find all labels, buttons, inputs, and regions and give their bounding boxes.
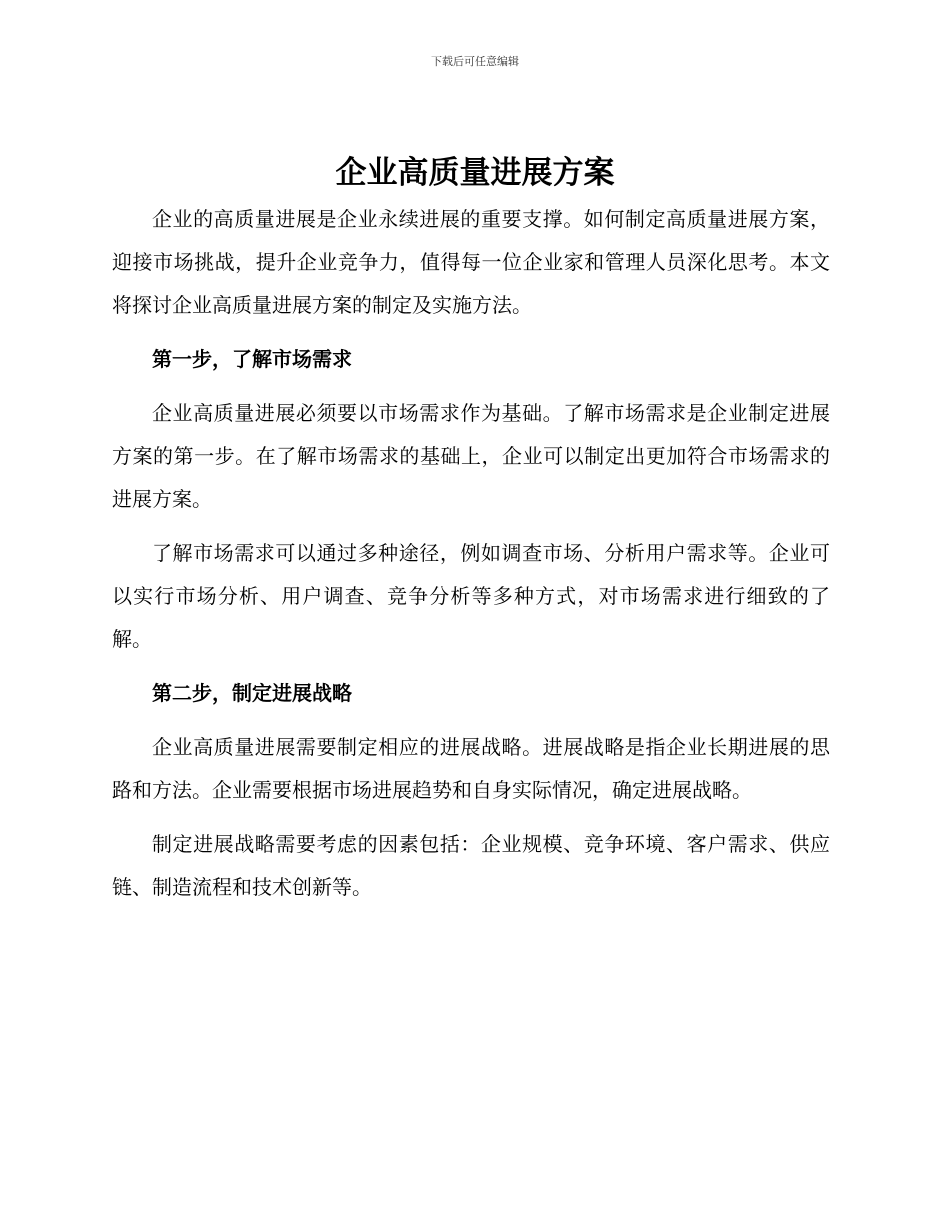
header-note: 下载后可任意编辑 — [431, 55, 519, 68]
document-title: 企业高质量进展方案 — [335, 155, 615, 191]
section-heading: 第二步，制定进展战略 — [152, 681, 352, 705]
section-heading: 第一步，了解市场需求 — [152, 347, 352, 371]
section-paragraph: 企业高质量进展需要制定相应的进展战略。进展战略是指企业长期进展的思路和方法。企业需要根据市场进展趋势和自身实际情况，确定进展战略。 — [112, 735, 830, 802]
section-paragraph: 了解市场需求可以通过多种途径，例如调查市场、分析用户需求等。企业可以实行市场分析、用户调查、竞争分析等多种方式，对市场需求进行细致的了解。 — [112, 541, 830, 651]
document-body — [112, 198, 830, 920]
section-paragraph: 制定进展战略需要考虑的因素包括：企业规模、竞争环境、客户需求、供应链、制造流程和技术创新等。 — [112, 832, 830, 899]
section-paragraph: 企业高质量进展必须要以市场需求作为基础。了解市场需求是企业制定进展方案的第一步。在了解市场需求的基础上，企业可以制定出更加符合市场需求的进展方案。 — [112, 401, 830, 511]
section-development-strategy — [112, 672, 830, 909]
intro-paragraph: 企业的高质量进展是企业永续进展的重要支撑。如何制定高质量进展方案，迎接市场挑战，提升企业竞争力，值得每一位企业家和管理人员深化思考。本文将探讨企业高质量进展方案的制定及实施方法。 — [112, 207, 830, 317]
section-market-demand — [112, 338, 830, 661]
